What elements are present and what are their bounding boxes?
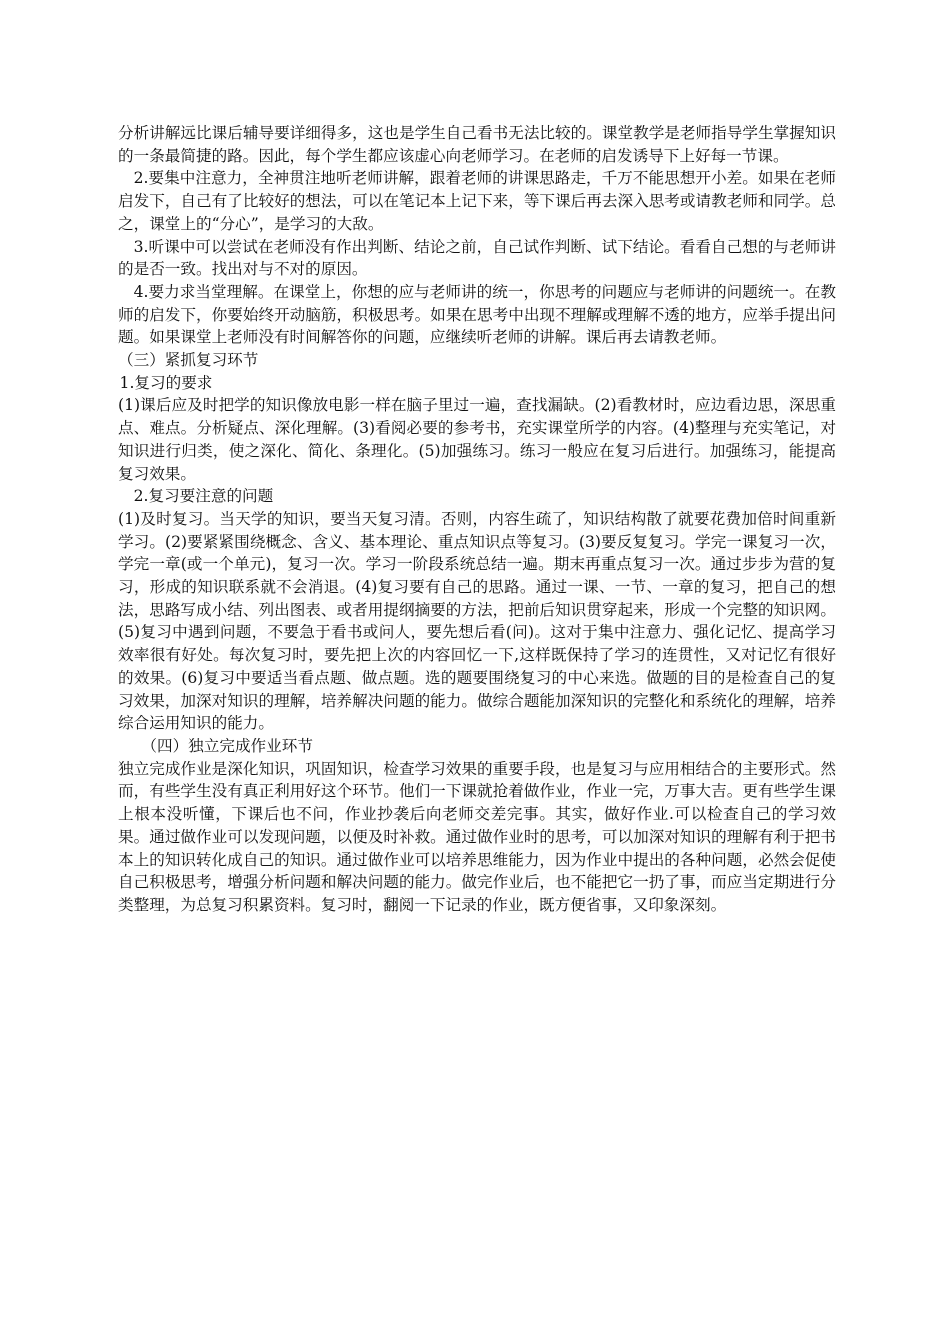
paragraph-review-issues: (1)及时复习。当天学的知识，要当天复习清。否则，内容生疏了，知识结构散了就要花费加倍时间重新学习。(2)要紧紧围绕概念、含义、基本理论、重点知识点等复习。(3)要反复复习。学完一课复习一次，学完一章(或一个单元)，复习一次。学习一阶段系统总结一遍。期末再重点复习一次。通过步步为营的复习，形成的知识联系就不会消退。(4)复习要有自己的思路。通过一课、一节、一章的复习，把自己的想法，思路写成小结、列出图表、或者用提纲摘要的方法，把前后知识贯穿起来，形成一个完整的知识网。(5)复习中遇到问题，不要急于看书或问人，要先想后看(问)。这对于集中注意力、强化记忆、提高学习效率很有好处。每次复习时，要先把上次的内容回忆一下,这样既保持了学习的连贯性，又对记忆有很好的效果。(6)复习中要适当看点题、做点题。选的题要围绕复习的中心来选。做题的目的是检查自己的复习效果，加深对知识的理解，培养解决问题的能力。做综合题能加深知识的完整化和系统化的理解，培养综合运用知识的能力。 xyxy=(118,509,836,733)
section-heading-review: （三）紧抓复习环节 xyxy=(118,351,259,370)
paragraph-homework: 独立完成作业是深化知识，巩固知识，检查学习效果的重要手段，也是复习与应用相结合的主要形式。然而，有些学生没有真正利用好这个环节。他们一下课就抢着做作业，作业一完，万事大吉。更有些学生课上根本没听懂，下课后也不问，作业抄袭后向老师交差完事。其实，做好作业.可以检查自己的学习效果。通过做作业可以发现问题，以便及时补救。通过做作业时的思考，可以加深对知识的理解有利于把书本上的知识转化成自己的知识。通过做作业可以培养思维能力，因为作业中提出的各种问题，必然会促使自己积极思考，增强分析问题和解决问题的能力。做完作业后，也不能把它一扔了事，而应当定期进行分类整理，为总复习积累资料。复习时，翻阅一下记录的作业，既方便省事，又印象深刻。 xyxy=(118,759,836,914)
document-body xyxy=(118,122,836,917)
paragraph-point-3: 3.听课中可以尝试在老师没有作出判断、结论之前，自己试作判断、试下结论。看看自己想的与老师讲的是否一致。找出对与不对的原因。 xyxy=(118,237,836,279)
paragraph-point-2: 2.要集中注意力，全神贯注地听老师讲解，跟着老师的讲课思路走，千万不能思想开小差。如果在老师启发下，自己有了比较好的想法，可以在笔记本上记下来，等下课后再去深入思考或请教老师和同学。总之，课堂上的“分心”，是学习的大敌。 xyxy=(118,169,836,233)
paragraph-point-4: 4.要力求当堂理解。在课堂上，你想的应与老师讲的统一，你思考的问题应与老师讲的问题统一。在教师的启发下，你要始终开动脑筋，积极思考。如果在思考中出现不理解或理解不透的地方，应举手提出问题。如果课堂上老师没有时间解答你的问题，应继续听老师的讲解。课后再去请教老师。 xyxy=(118,282,836,347)
paragraph-review-requirements: (1)课后应及时把学的知识像放电影一样在脑子里过一遍，查找漏缺。(2)看教材时，应边看边思，深思重点、难点。分析疑点、深化理解。(3)看阅必要的参考书，充实课堂所学的内容。(4)整理与充实笔记，对知识进行归类，使之深化、简化、条理化。(5)加强练习。练习一般应在复习后进行。加强练习，能提高复习效果。 xyxy=(118,396,836,483)
paragraph-intro: 分析讲解远比课后辅导要详细得多，这也是学生自己看书无法比较的。课堂教学是老师指导学生掌握知识的一条最简捷的路。因此，每个学生都应该虚心向老师学习。在老师的启发诱导下上好每一节课。 xyxy=(118,124,836,165)
subheading-review-issues: 2.复习要注意的问题 xyxy=(133,487,274,506)
section-heading-homework: （四）独立完成作业环节 xyxy=(141,736,313,755)
subheading-review-requirements: 1.复习的要求 xyxy=(119,373,213,392)
